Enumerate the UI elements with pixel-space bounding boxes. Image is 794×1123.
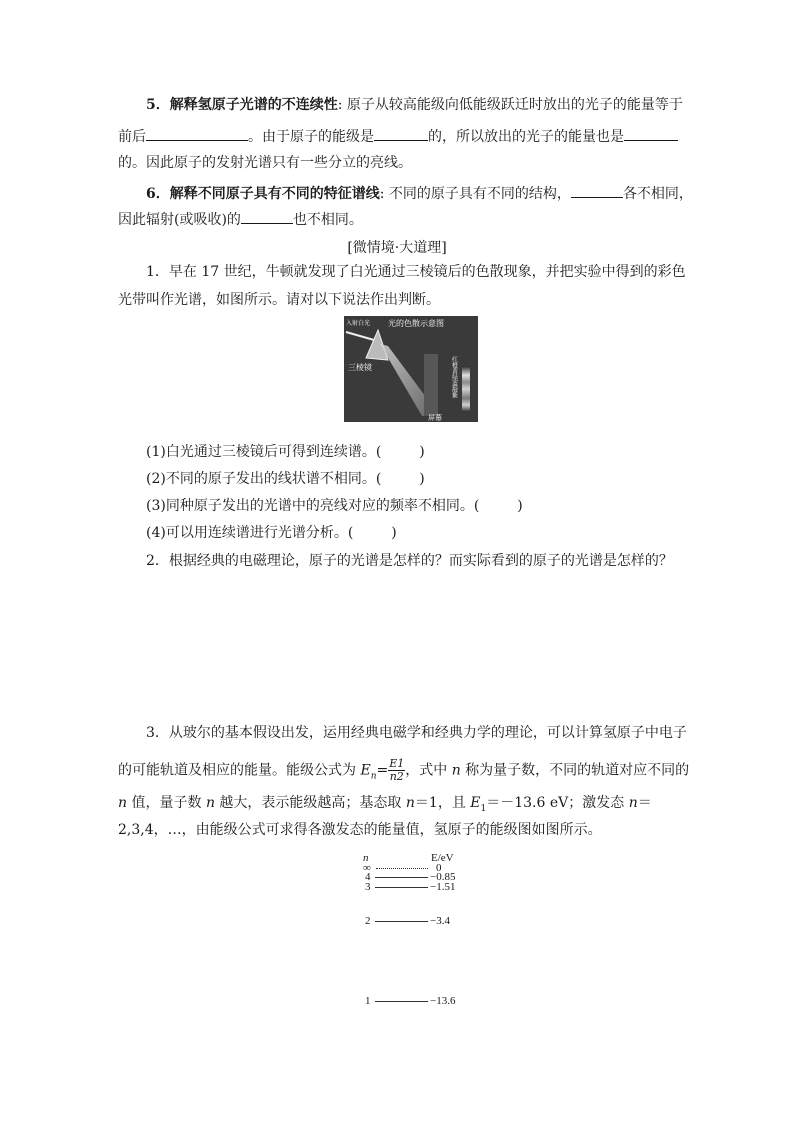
formula-denominator: n2 xyxy=(389,770,404,783)
p5-heading: 5．解释氢原子光谱的不连续性 xyxy=(146,97,338,113)
level-line-4 xyxy=(375,877,428,878)
var-n: n xyxy=(205,795,215,811)
item-text: (1)白光通过三棱镜后可得到连续谱。( xyxy=(146,444,382,460)
section-title: [微情境·大道理] xyxy=(347,240,447,256)
p6-heading: 6．解释不同原子具有不同的特征谱线 xyxy=(146,186,380,202)
level-e-3: −1.51 xyxy=(430,881,456,893)
q3-text: ，式中 xyxy=(405,762,452,779)
level-n-3: 3 xyxy=(365,881,371,893)
judge-item-2 xyxy=(146,470,425,488)
formula-lhs: E xyxy=(360,762,371,779)
level-line-1 xyxy=(375,1001,428,1002)
item-close: ) xyxy=(419,444,425,460)
var-e: E xyxy=(470,795,481,811)
level-line-3 xyxy=(375,887,428,888)
q3-line4: 2,3,4，…，由能级公式可求得各激发态的能量值，氢原子的能级图如图所示。 xyxy=(118,822,602,838)
p5-text2: 前后 xyxy=(118,129,146,145)
dispersion-figure xyxy=(344,316,478,422)
answer-blank[interactable] xyxy=(571,183,623,198)
item-close: ) xyxy=(391,525,397,541)
item-close: ) xyxy=(419,471,425,487)
p6-line1: 6．解释不同原子具有不同的特征谱线: 不同的原子具有不同的结构， 各不相同， xyxy=(146,183,693,203)
p6-text3: 因此辐射(或吸收)的 xyxy=(118,212,241,228)
judge-item-1 xyxy=(146,443,425,461)
q3-text: ＝ xyxy=(637,795,652,811)
p5-line1: 5．解释氢原子光谱的不连续性: 原子从较高能级向低能级跃迁时放出的光子的能量等于 xyxy=(146,97,683,113)
q2-line: 2．根据经典的电磁理论，原子的光谱是怎样的？而实际看到的原子的光谱是怎样的？ xyxy=(146,553,673,569)
p5-line3: 的。因此原子的发射光谱只有一些分立的亮线。 xyxy=(118,155,412,171)
q3-text: 越大，表示能级越高；基态取 xyxy=(214,795,406,811)
q3-text: 称为量子数，不同的轨道对应不同的 xyxy=(460,762,690,779)
item-text: (3)同种原子发出的光谱中的亮线对应的频率不相同。( xyxy=(146,498,480,514)
p6-text2: 各不相同， xyxy=(622,186,693,202)
q1-line2: 光带叫作光谱，如图所示。请对以下说法作出判断。 xyxy=(118,292,440,308)
q1-line1: 1．早在 17 世纪，牛顿就发现了白光通过三棱镜后的色散现象，并把实验中得到的彩色 xyxy=(146,264,686,280)
energy-formula xyxy=(388,758,405,783)
spectrum-band xyxy=(462,366,470,412)
answer-blank[interactable] xyxy=(241,209,293,224)
screen-shape xyxy=(424,354,438,416)
level-n-2: 2 xyxy=(365,915,371,927)
level-e-1: −13.6 xyxy=(430,995,456,1007)
p5-text3: 。由于原子的能级是 xyxy=(248,129,374,145)
item-text: (2)不同的原子发出的线状谱不相同。( xyxy=(146,471,382,487)
p6-line2 xyxy=(118,209,363,229)
incident-label: 入射白光 xyxy=(346,320,371,327)
p5-text4: 的，所以放出的光子的能量也是 xyxy=(428,129,624,145)
q3-text: 值，量子数 xyxy=(127,795,206,811)
level-e-4: −0.85 xyxy=(430,871,456,883)
judge-item-4 xyxy=(146,524,397,542)
p6-text4: 也不相同。 xyxy=(292,212,363,228)
var-n: n xyxy=(628,795,638,811)
judge-item-3 xyxy=(146,497,523,515)
answer-blank[interactable] xyxy=(146,126,248,141)
formula-sub: n xyxy=(370,771,377,782)
q3-text: ＝－13.6 eV；激发态 xyxy=(486,795,629,811)
q3-text: ＝1，且 xyxy=(414,795,471,811)
p6-text: 不同的原子具有不同的结构， xyxy=(388,186,571,202)
var-e-sub: 1 xyxy=(480,803,487,814)
spectrum-label: 红橙黄绿蓝靛紫 xyxy=(450,356,458,398)
p5-text: 原子从较高能级向低能级跃迁时放出的光子的能量等于 xyxy=(346,97,683,113)
formula-eq: = xyxy=(376,762,389,779)
q3-text: 的可能轨道及相应的能量。能级公式为 xyxy=(118,762,361,779)
level-n-4: 4 xyxy=(365,871,371,883)
level-e-inf: 0 xyxy=(436,862,442,874)
level-e-2: −3.4 xyxy=(430,915,450,927)
figure-title: 光的色散示意图 xyxy=(388,319,444,328)
p5-line2 xyxy=(118,126,678,146)
level-line-2 xyxy=(375,921,428,922)
screen-label: 屏幕 xyxy=(428,414,442,422)
var-n: n xyxy=(118,795,128,811)
answer-blank[interactable] xyxy=(374,126,428,141)
item-text: (4)可以用连续谱进行光谱分析。( xyxy=(146,525,354,541)
prism-label: 三棱镜 xyxy=(348,363,372,372)
level-n-1: 1 xyxy=(365,995,371,1007)
n-axis-label: n xyxy=(363,852,369,864)
formula-numerator: E1 xyxy=(389,757,405,770)
energy-axis-label: E/eV xyxy=(431,852,454,864)
q3-line2 xyxy=(118,758,689,785)
item-close: ) xyxy=(517,498,523,514)
q3-line3 xyxy=(118,794,652,818)
var-n: n xyxy=(405,795,415,811)
var-n: n xyxy=(451,762,461,779)
level-line-inf xyxy=(376,868,428,869)
level-n-inf: ∞ xyxy=(363,862,371,874)
q3-line1: 3．从玻尔的基本假设出发，运用经典电磁学和经典力学的理论，可以计算氢原子中电子 xyxy=(146,725,687,741)
answer-blank[interactable] xyxy=(624,126,678,141)
